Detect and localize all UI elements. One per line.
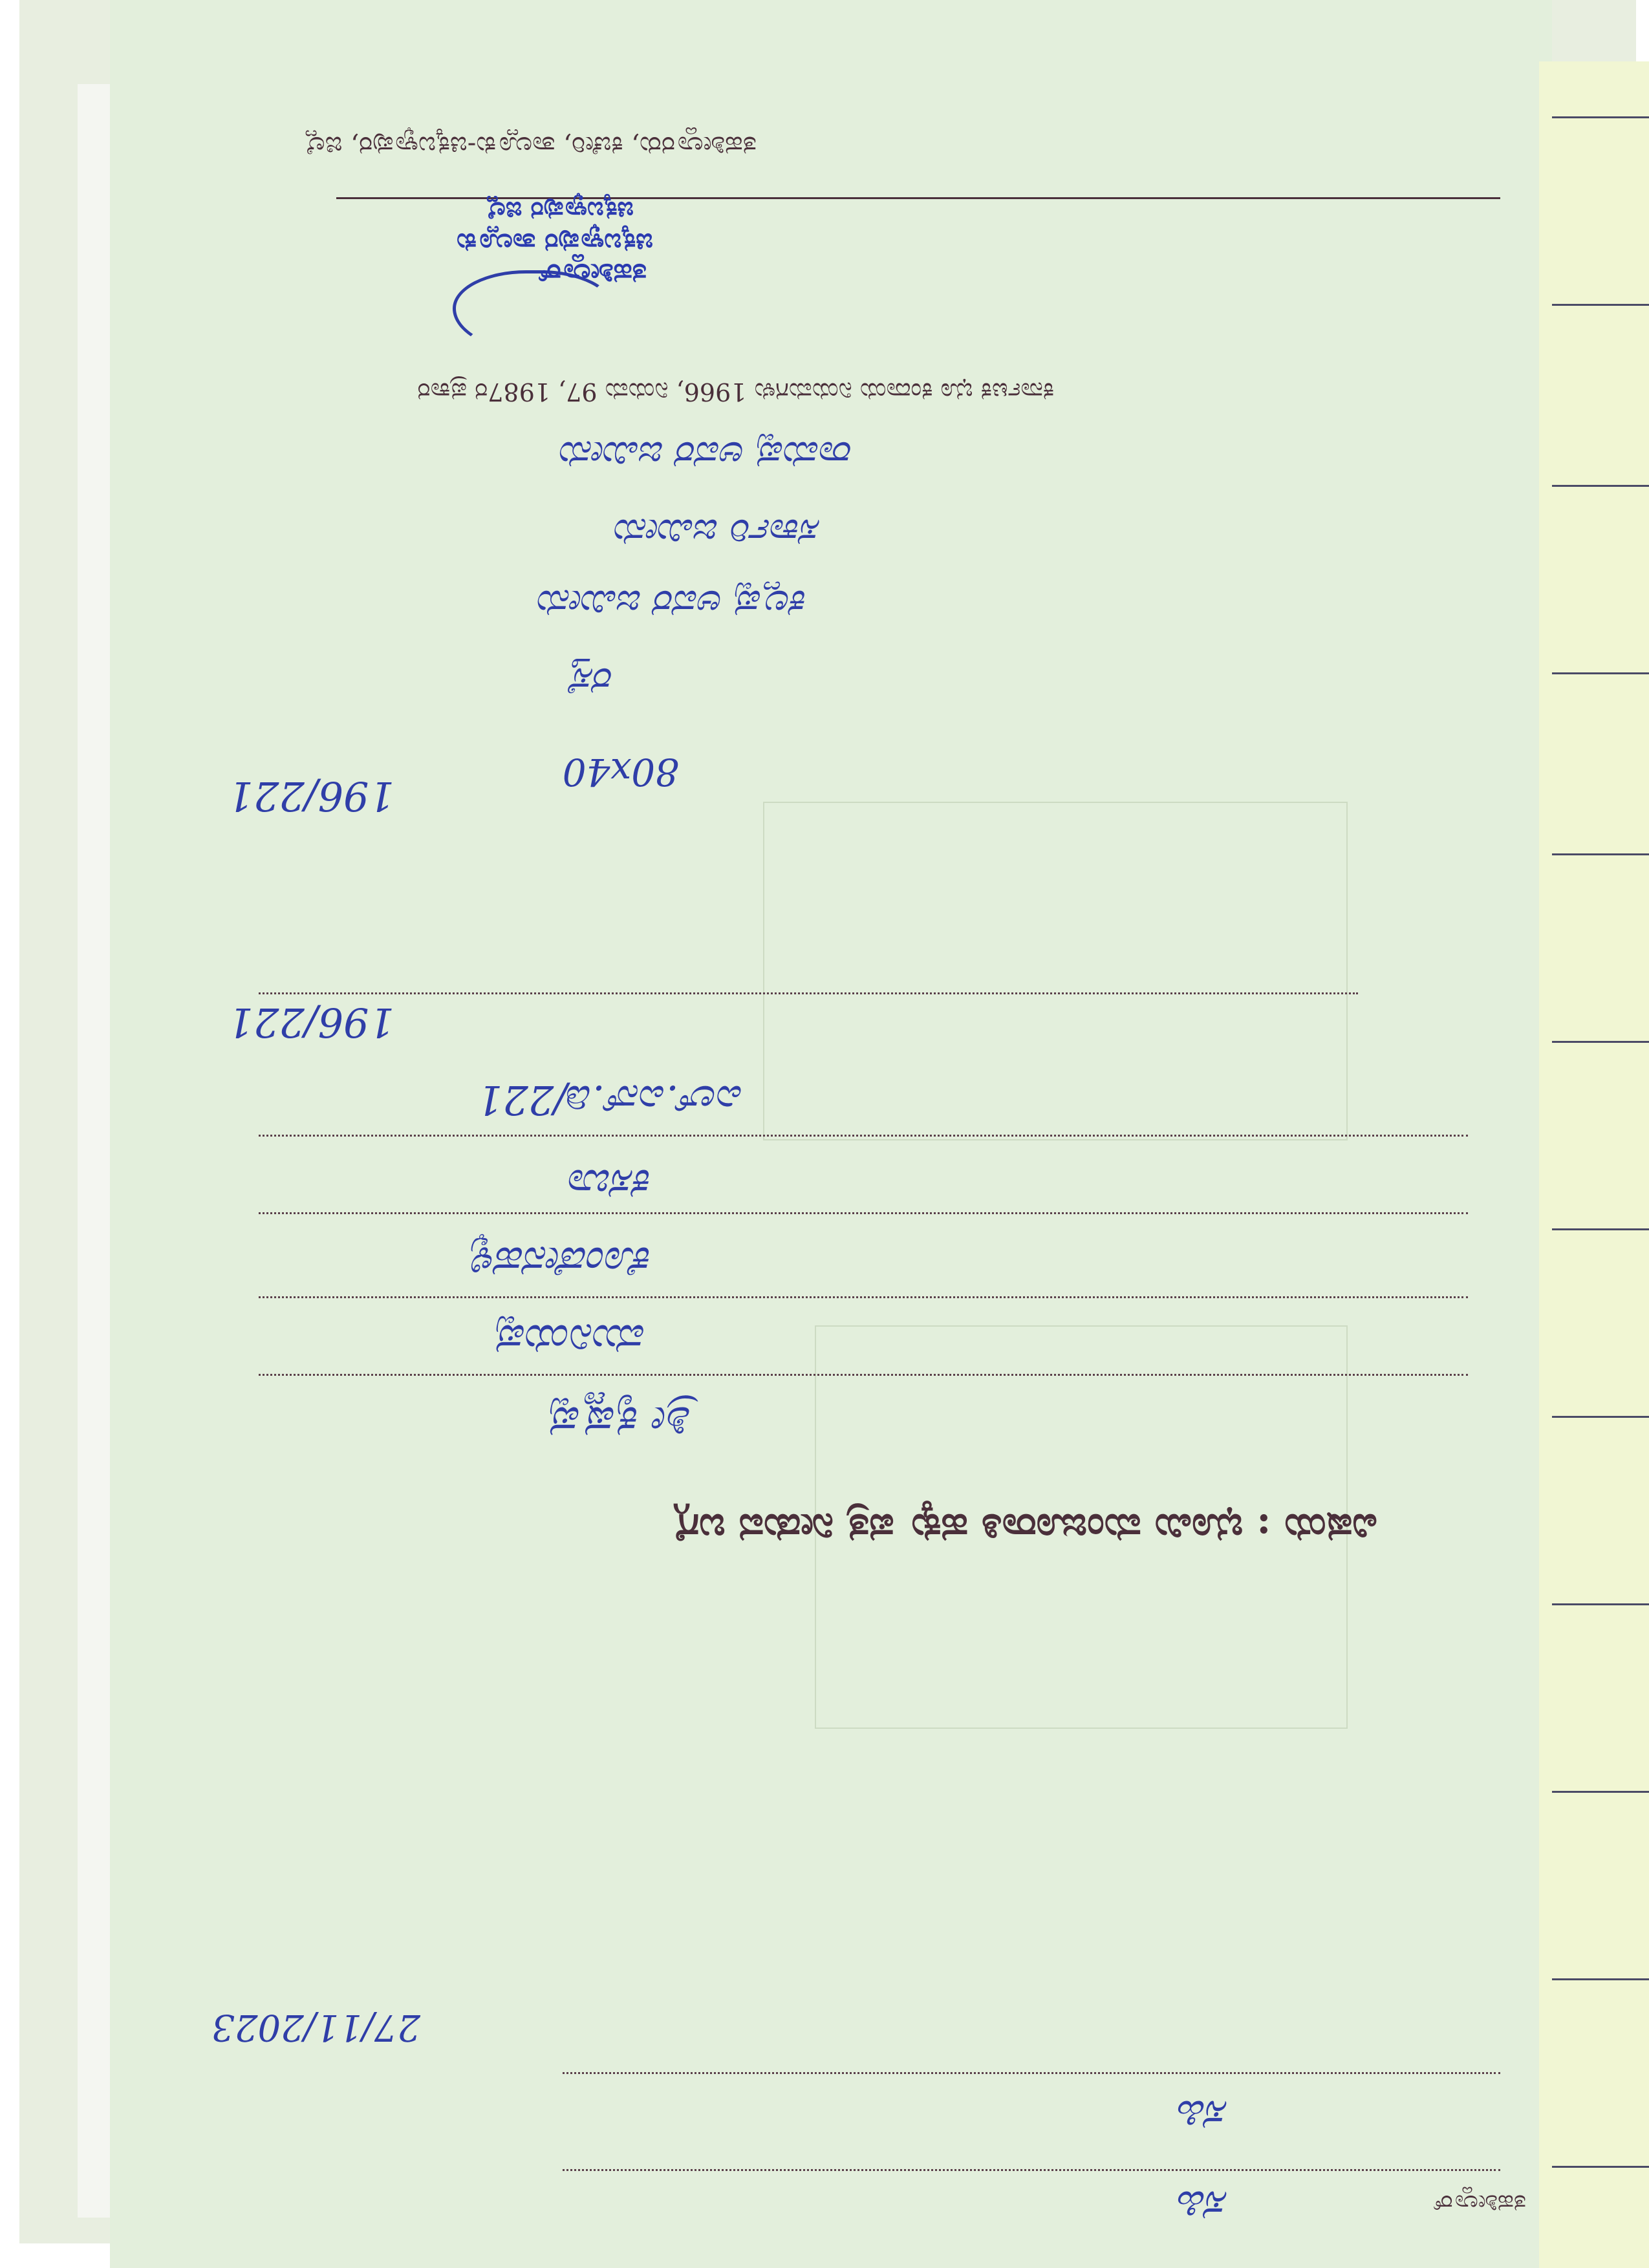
adjacent-ruled-sheet: [1539, 61, 1649, 2268]
hobli-name: ಕಸಬಾ: [569, 1160, 653, 1208]
ruled-line: [1552, 672, 1649, 674]
ruled-line: [1552, 1791, 1649, 1793]
grantee-signature-1: ಸಹಿ: [1178, 2181, 1229, 2229]
sign-line: [563, 2072, 1500, 2074]
ruled-line: [1552, 304, 1649, 306]
boundary-south: ಕಲ್ಲಪ್ಪ ಅವರ ಜಮೀನು: [538, 582, 808, 626]
field-line-name: [259, 1374, 1468, 1376]
ruled-line: [1552, 853, 1649, 855]
grantee-signature-2: ಸಹಿ: [1178, 2091, 1229, 2139]
boundary-west: ರಾಮಪ್ಪ ಅವರ ಜಮೀನು: [561, 433, 854, 477]
extent-value: 80x40: [562, 750, 679, 794]
document-content: [110, 0, 1552, 2268]
form-title: ವಿಷಯ : ಭೂಮಿ ಮಂಜೂರಾತಿ ಹಕ್ಕು ಪತ್ರ ನೀಡುವ ಬಗ್ಗೆ: [674, 1505, 1377, 1550]
field-line-village: [259, 1212, 1468, 1214]
issue-date: 27/11/2023: [211, 2006, 420, 2048]
ruled-line: [1552, 1041, 1649, 1043]
ruled-line: [1552, 485, 1649, 487]
reference-number: ಎಲ್.ಎನ್.ಡಿ/221: [477, 1076, 744, 1124]
stamp-line-1: ತಹಶೀಲ್ದಾರ್: [537, 258, 647, 290]
boundary-east: ಸರ್ಕಾರಿ ಜಮೀನು: [615, 511, 821, 555]
ruled-line: [1552, 1978, 1649, 1980]
sign-line: [563, 2169, 1500, 2171]
sign-label: ತಹಶೀಲ್ದಾರ್: [1432, 2190, 1526, 2216]
ruled-line: [1552, 1416, 1649, 1418]
grantee-name: ಶ್ರೀ ಕೃಷ್ಣಪ್ಪ: [550, 1397, 692, 1447]
survey-number: 196/221: [228, 999, 394, 1046]
field-line-father: [259, 1296, 1468, 1298]
act-reference: ಕರ್ನಾಟಕ ಭೂ ಕಂದಾಯ ನಿಯಮಗಳು 1966, ನಿಯಮ 97, 1987ರ ಪ್ರಕಾರ: [417, 378, 1054, 406]
village-name: ಕೊಂಡೇನಹಳ್ಳಿ: [471, 1237, 653, 1285]
ruled-line: [1552, 2166, 1649, 2168]
survey-number-2: 196/221: [228, 773, 394, 820]
ruled-line: [1552, 1228, 1649, 1230]
boundary-north: ರಸ್ತೆ: [570, 659, 614, 703]
field-line-survey: [259, 992, 1358, 994]
field-line-hobli: [259, 1135, 1468, 1137]
father-name: ಮುನಿಯಪ್ಪ: [497, 1315, 647, 1363]
stamp-line-3: ಚಿಕ್ಕಬಳ್ಳಾಪುರ ಜಿಲ್ಲೆ: [486, 197, 634, 225]
ruled-line: [1552, 1603, 1649, 1605]
ruled-line: [1552, 116, 1649, 118]
office-header: ತಹಶೀಲ್ದಾರರು, ಕಚೇರಿ, ತಾಲ್ಲೂಕು-ಚಿಕ್ಕಬಳ್ಳಾಪುರ, ಜಿಲ್ಲೆ: [304, 131, 757, 160]
stamp-line-2: ಚಿಕ್ಕಬಳ್ಳಾಪುರ ತಾಲ್ಲೂಕು: [456, 228, 653, 257]
